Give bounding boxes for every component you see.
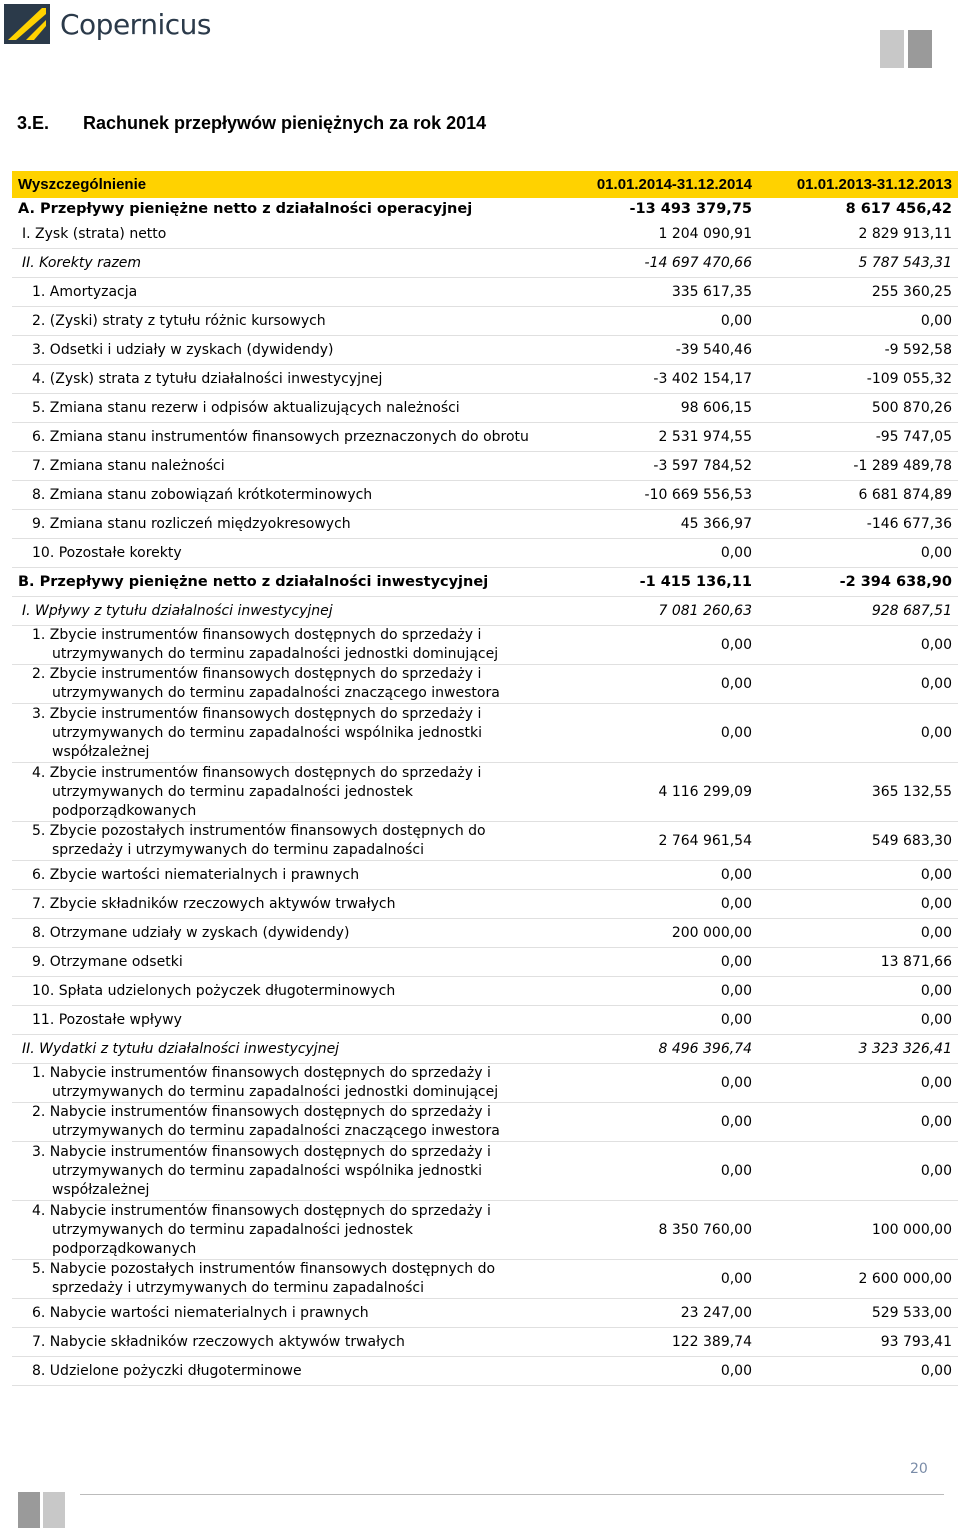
row-value-2013: 0,00 bbox=[752, 626, 958, 665]
row-label: I. Wpływy z tytułu działalności inwestycyjnej bbox=[12, 597, 546, 626]
header-col-2013: 01.01.2013-31.12.2013 bbox=[752, 171, 958, 198]
row-label: 4. Nabycie instrumentów finansowych dostępnych do sprzedaży i utrzymywanych do terminu zapadalności jednostek podporządkowanych bbox=[12, 1201, 546, 1260]
row-label: 9. Otrzymane odsetki bbox=[12, 948, 546, 977]
row-label: 7. Nabycie składników rzeczowych aktywów trwałych bbox=[12, 1328, 546, 1357]
table-row bbox=[12, 452, 958, 481]
row-label: 11. Pozostałe wpływy bbox=[12, 1006, 546, 1035]
table-row bbox=[12, 763, 958, 822]
row-value-2013: 93 793,41 bbox=[752, 1328, 958, 1357]
row-value-2014: 200 000,00 bbox=[546, 919, 752, 948]
row-label: 1. Nabycie instrumentów finansowych dostępnych do sprzedaży i utrzymywanych do terminu zapadalności jednostki dominującej bbox=[12, 1064, 546, 1103]
row-value-2014: 2 531 974,55 bbox=[546, 423, 752, 452]
table-row bbox=[12, 539, 958, 568]
row-label: A. Przepływy pieniężne netto z działalności operacyjnej bbox=[18, 201, 473, 217]
table-row bbox=[12, 861, 958, 890]
row-value-2013: 5 787 543,31 bbox=[752, 249, 958, 278]
row-value-2014: 0,00 bbox=[546, 890, 752, 919]
logo-text: Copernicus bbox=[60, 7, 211, 41]
row-value-2013: -146 677,36 bbox=[752, 510, 958, 539]
table-row bbox=[12, 394, 958, 423]
table-row bbox=[12, 307, 958, 336]
row-label: 6. Nabycie wartości niematerialnych i prawnych bbox=[12, 1299, 546, 1328]
row-label: 3. Odsetki i udziały w zyskach (dywidendy) bbox=[12, 336, 546, 365]
row-label: 5. Zmiana stanu rezerw i odpisów aktualizujących należności bbox=[12, 394, 546, 423]
row-value-2014: -1 415 136,11 bbox=[546, 568, 752, 597]
row-label: 2. Nabycie instrumentów finansowych dostępnych do sprzedaży i utrzymywanych do terminu zapadalności znaczącego inwestora bbox=[12, 1103, 546, 1142]
table-row bbox=[12, 1103, 958, 1142]
row-label: 1. Zbycie instrumentów finansowych dostępnych do sprzedaży i utrzymywanych do terminu zapadalności jednostki dominującej bbox=[12, 626, 546, 665]
table-row bbox=[12, 336, 958, 365]
row-label: 9. Zmiana stanu rozliczeń międzyokresowych bbox=[12, 510, 546, 539]
row-value-2013: 0,00 bbox=[752, 977, 958, 1006]
table-row bbox=[12, 665, 958, 704]
copernicus-logo bbox=[4, 3, 211, 45]
table-row bbox=[12, 423, 958, 452]
row-value-2013: 2 600 000,00 bbox=[752, 1260, 958, 1299]
row-label: II. Korekty razem bbox=[12, 249, 546, 278]
table-row bbox=[12, 510, 958, 539]
row-value-2014: 0,00 bbox=[546, 861, 752, 890]
row-value-2014: 0,00 bbox=[546, 977, 752, 1006]
header-label: Wyszczególnienie bbox=[12, 171, 546, 198]
row-value-2014: 0,00 bbox=[546, 539, 752, 568]
row-value-2014: 0,00 bbox=[546, 1142, 752, 1201]
table-row bbox=[12, 948, 958, 977]
row-value-2014: 0,00 bbox=[546, 704, 752, 763]
table-row bbox=[12, 704, 958, 763]
row-label: B. Przepływy pieniężne netto z działalności inwestycyjnej bbox=[12, 568, 546, 597]
row-value-2013: 0,00 bbox=[752, 665, 958, 704]
row-value-2014: 8 350 760,00 bbox=[546, 1201, 752, 1260]
row-value-2013: 500 870,26 bbox=[752, 394, 958, 423]
table-row bbox=[12, 365, 958, 394]
row-value-2014: 0,00 bbox=[546, 626, 752, 665]
row-label: 6. Zbycie wartości niematerialnych i prawnych bbox=[12, 861, 546, 890]
row-value-2013: 0,00 bbox=[752, 1357, 958, 1386]
row-value-2013: 6 681 874,89 bbox=[752, 481, 958, 510]
row-value-2014: 0,00 bbox=[546, 1103, 752, 1142]
logo-mark-icon bbox=[4, 4, 50, 44]
row-label: 4. Zbycie instrumentów finansowych dostępnych do sprzedaży i utrzymywanych do terminu zapadalności jednostek podporządkowanych bbox=[12, 763, 546, 822]
row-value-2014: -10 669 556,53 bbox=[546, 481, 752, 510]
row-value-2014: 45 366,97 bbox=[546, 510, 752, 539]
table-row bbox=[12, 278, 958, 307]
table-row bbox=[12, 198, 958, 220]
row-label: 3. Zbycie instrumentów finansowych dostępnych do sprzedaży i utrzymywanych do terminu zapadalności wspólnika jednostki współzależnej bbox=[12, 704, 546, 763]
row-label: 2. (Zyski) straty z tytułu różnic kursowych bbox=[12, 307, 546, 336]
table-row bbox=[12, 890, 958, 919]
row-value-2014: -39 540,46 bbox=[546, 336, 752, 365]
row-value-2013: 255 360,25 bbox=[752, 278, 958, 307]
row-label: 5. Zbycie pozostałych instrumentów finansowych dostępnych do sprzedaży i utrzymywanych do terminu zapadalności bbox=[12, 822, 546, 861]
row-value-2013: 928 687,51 bbox=[752, 597, 958, 626]
row-value-2013: 0,00 bbox=[752, 919, 958, 948]
row-value-2014: 23 247,00 bbox=[546, 1299, 752, 1328]
row-value-2013: 2 829 913,11 bbox=[752, 220, 958, 249]
table-row bbox=[12, 220, 958, 249]
row-value-2014: -13 493 379,75 bbox=[629, 201, 752, 217]
row-value-2014: 0,00 bbox=[546, 1357, 752, 1386]
row-label: 5. Nabycie pozostałych instrumentów finansowych dostępnych do sprzedaży i utrzymywanych do terminu zapadalności bbox=[12, 1260, 546, 1299]
row-label: 8. Otrzymane udziały w zyskach (dywidendy) bbox=[12, 919, 546, 948]
section-heading bbox=[17, 113, 486, 134]
row-value-2014: 7 081 260,63 bbox=[546, 597, 752, 626]
section-number: 3.E. bbox=[17, 113, 50, 133]
row-value-2013: 8 617 456,42 bbox=[845, 201, 952, 217]
table-row bbox=[12, 1299, 958, 1328]
row-value-2013: 0,00 bbox=[752, 704, 958, 763]
table-row bbox=[12, 1260, 958, 1299]
corner-decoration-bottom bbox=[18, 1492, 65, 1528]
footer-divider bbox=[80, 1494, 944, 1495]
row-value-2013: -1 289 489,78 bbox=[752, 452, 958, 481]
row-value-2014: 8 496 396,74 bbox=[546, 1035, 752, 1064]
row-label: 7. Zbycie składników rzeczowych aktywów trwałych bbox=[12, 890, 546, 919]
table-row bbox=[12, 1064, 958, 1103]
row-value-2014: -14 697 470,66 bbox=[546, 249, 752, 278]
row-value-2014: 335 617,35 bbox=[546, 278, 752, 307]
row-value-2013: 0,00 bbox=[752, 861, 958, 890]
row-label: 10. Pozostałe korekty bbox=[12, 539, 546, 568]
row-label: 6. Zmiana stanu instrumentów finansowych przeznaczonych do obrotu bbox=[12, 423, 546, 452]
table-row bbox=[12, 481, 958, 510]
table-row bbox=[12, 626, 958, 665]
row-value-2013: 0,00 bbox=[752, 1142, 958, 1201]
row-value-2014: 98 606,15 bbox=[546, 394, 752, 423]
row-value-2013: 13 871,66 bbox=[752, 948, 958, 977]
row-value-2014: 0,00 bbox=[546, 665, 752, 704]
page-number: 20 bbox=[910, 1461, 928, 1477]
table-header-row bbox=[12, 171, 958, 198]
row-value-2013: 549 683,30 bbox=[752, 822, 958, 861]
row-value-2013: -95 747,05 bbox=[752, 423, 958, 452]
row-value-2014: 1 204 090,91 bbox=[546, 220, 752, 249]
table-row bbox=[12, 919, 958, 948]
row-label: 4. (Zysk) strata z tytułu działalności inwestycyjnej bbox=[12, 365, 546, 394]
row-label: 2. Zbycie instrumentów finansowych dostępnych do sprzedaży i utrzymywanych do terminu zapadalności znaczącego inwestora bbox=[12, 665, 546, 704]
row-label: 7. Zmiana stanu należności bbox=[12, 452, 546, 481]
table-row bbox=[12, 1328, 958, 1357]
row-value-2013: 529 533,00 bbox=[752, 1299, 958, 1328]
row-value-2013: 0,00 bbox=[752, 307, 958, 336]
row-label: 1. Amortyzacja bbox=[12, 278, 546, 307]
row-value-2013: 3 323 326,41 bbox=[752, 1035, 958, 1064]
row-value-2014: 122 389,74 bbox=[546, 1328, 752, 1357]
table-row bbox=[12, 1357, 958, 1386]
row-value-2013: 0,00 bbox=[752, 1064, 958, 1103]
row-label: II. Wydatki z tytułu działalności inwestycyjnej bbox=[12, 1035, 546, 1064]
section-title: Rachunek przepływów pieniężnych za rok 2014 bbox=[83, 113, 487, 133]
table-row bbox=[12, 249, 958, 278]
row-label: I. Zysk (strata) netto bbox=[12, 220, 546, 249]
row-value-2013: -2 394 638,90 bbox=[752, 568, 958, 597]
row-label: 10. Spłata udzielonych pożyczek długoterminowych bbox=[12, 977, 546, 1006]
table-row bbox=[12, 1006, 958, 1035]
table-row bbox=[12, 1035, 958, 1064]
table-row bbox=[12, 1201, 958, 1260]
row-value-2014: 0,00 bbox=[546, 1260, 752, 1299]
corner-decoration-top bbox=[880, 30, 932, 68]
row-value-2013: 365 132,55 bbox=[752, 763, 958, 822]
row-value-2013: -9 592,58 bbox=[752, 336, 958, 365]
row-value-2013: 0,00 bbox=[752, 890, 958, 919]
row-label: 8. Zmiana stanu zobowiązań krótkoterminowych bbox=[12, 481, 546, 510]
row-value-2013: 100 000,00 bbox=[752, 1201, 958, 1260]
row-value-2013: -109 055,32 bbox=[752, 365, 958, 394]
row-value-2014: 0,00 bbox=[546, 307, 752, 336]
row-value-2013: 0,00 bbox=[752, 1103, 958, 1142]
row-value-2013: 0,00 bbox=[752, 539, 958, 568]
row-value-2014: -3 402 154,17 bbox=[546, 365, 752, 394]
row-label: 3. Nabycie instrumentów finansowych dostępnych do sprzedaży i utrzymywanych do terminu zapadalności wspólnika jednostki współzależnej bbox=[12, 1142, 546, 1201]
row-value-2013: 0,00 bbox=[752, 1006, 958, 1035]
row-value-2014: 0,00 bbox=[546, 948, 752, 977]
table-row bbox=[12, 822, 958, 861]
row-value-2014: 2 764 961,54 bbox=[546, 822, 752, 861]
row-value-2014: 0,00 bbox=[546, 1064, 752, 1103]
table-row bbox=[12, 597, 958, 626]
table-row bbox=[12, 977, 958, 1006]
cash-flow-table bbox=[12, 171, 958, 1386]
table-row bbox=[12, 568, 958, 597]
table-row bbox=[12, 1142, 958, 1201]
row-value-2014: 4 116 299,09 bbox=[546, 763, 752, 822]
row-value-2014: -3 597 784,52 bbox=[546, 452, 752, 481]
row-label: 8. Udzielone pożyczki długoterminowe bbox=[12, 1357, 546, 1386]
header-col-2014: 01.01.2014-31.12.2014 bbox=[546, 171, 752, 198]
row-value-2014: 0,00 bbox=[546, 1006, 752, 1035]
